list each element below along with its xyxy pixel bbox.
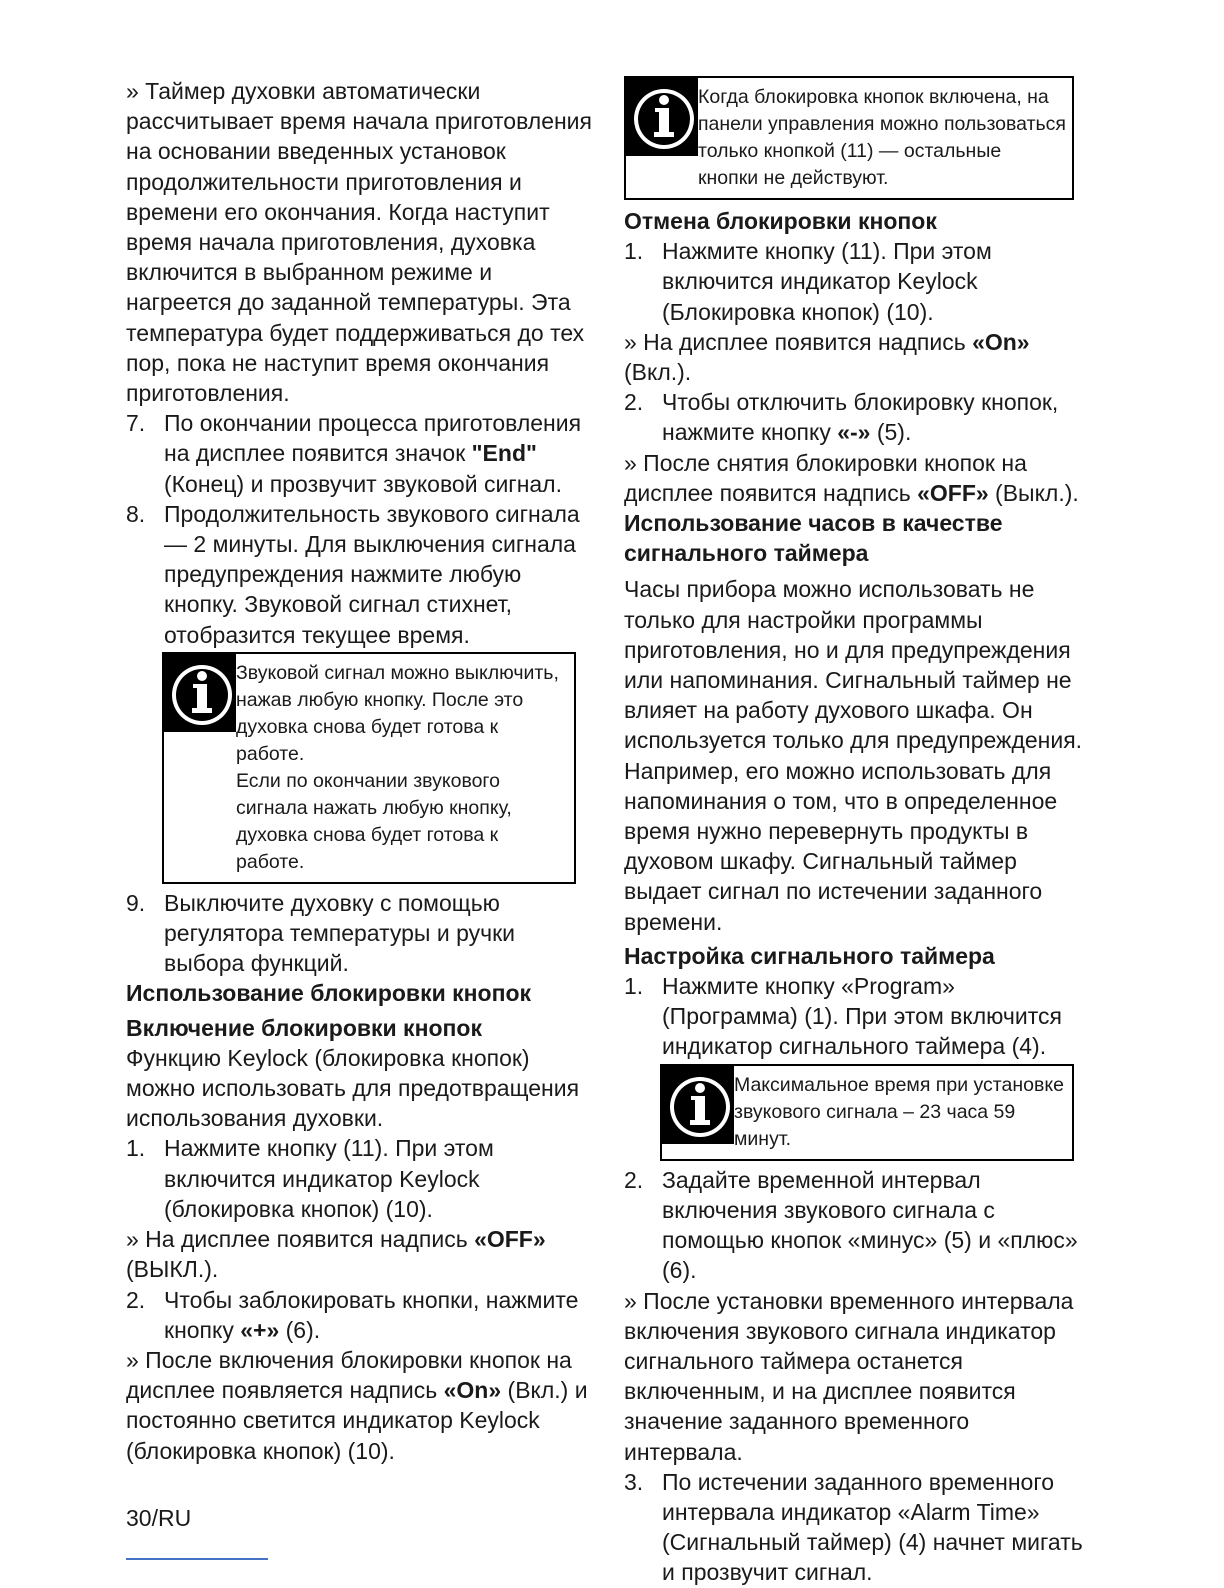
info-icon bbox=[164, 654, 236, 732]
list-number: 7. bbox=[126, 410, 146, 437]
list-number: 1. bbox=[624, 238, 644, 265]
right-column bbox=[624, 76, 1094, 1588]
info-note-sound bbox=[162, 652, 576, 884]
note-text-1: Звуковой сигнал можно выключить, нажав любую кнопку. После это духовка снова будет готова к работе. bbox=[236, 661, 559, 765]
left-column bbox=[126, 76, 592, 1466]
paragraph-alarm-timer: Часы прибора можно использовать не только для настройки программы приготовления, но и для предупреждения или напоминания. Сигнальный таймер не влияет на работу духового шкафа. Он используется только для предупреждения. Например, его можно использовать для напоминания о том, что в определенное время нужно перевернуть продукты в духовом шкафу. Сигнальный таймер выдает сигнал по истечении заданного времени. bbox=[624, 576, 1083, 935]
list-item-1: 1. Нажмите кнопку «Program» (Программа) (1). При этом включится индикатор сигнального таймера (4). bbox=[624, 973, 1062, 1060]
list-number: 2. bbox=[624, 389, 644, 416]
list-number: 1. bbox=[624, 973, 644, 1000]
note-text: Максимальное время при установке звукового сигнала – 23 часа 59 минут. bbox=[734, 1073, 1064, 1150]
list-number: 3. bbox=[624, 1468, 644, 1495]
paragraph-display-off: » После снятия блокировки кнопок на дисплее появится надпись «OFF» (Выкл.). bbox=[624, 449, 1079, 506]
info-note-max-time bbox=[660, 1064, 1074, 1161]
heading-keylock-usage: Использование блокировки кнопок bbox=[126, 980, 532, 1007]
list-number: 2. bbox=[126, 1286, 146, 1313]
heading-alarm-setup: Настройка сигнального таймера bbox=[624, 942, 995, 969]
paragraph-display-off: » На дисплее появится надпись «OFF» (ВЫКЛ.). bbox=[126, 1226, 546, 1283]
paragraph-timer-auto: » Таймер духовки автоматически рассчитывает время начала приготовления на основании введенных установок продолжительности приготовления и времени его окончания. Когда наступит время начала приготовления, духовка включится в выбранном режиме и нагреется до заданной температуры. Эта температура будет поддерживаться до тех пор, пока не наступит время окончания приготовления. bbox=[126, 78, 592, 407]
heading-alarm-timer: Использование часов в качестве сигнального таймера bbox=[624, 510, 1003, 567]
list-item-1: 1. Нажмите кнопку (11). При этом включится индикатор Keylock (блокировка кнопок) (10). bbox=[126, 1135, 494, 1222]
list-number: 9. bbox=[126, 889, 146, 916]
list-number: 2. bbox=[624, 1166, 644, 1193]
list-item-8: 8. Продолжительность звукового сигнала — 2 минуты. Для выключения сигнала предупреждения нажмите любую кнопку. Звуковой сигнал стихнет, отобразится текущее время. bbox=[126, 500, 580, 648]
list-item-1: 1. Нажмите кнопку (11). При этом включится индикатор Keylock (Блокировка кнопок) (10). bbox=[624, 238, 992, 325]
heading-keylock-enable: Включение блокировки кнопок bbox=[126, 1014, 482, 1041]
heading-keylock-cancel: Отмена блокировки кнопок bbox=[624, 208, 937, 234]
info-note-keylock bbox=[624, 76, 1074, 200]
info-icon bbox=[662, 1066, 734, 1144]
list-number: 1. bbox=[126, 1135, 146, 1162]
list-number: 8. bbox=[126, 500, 146, 527]
paragraph-display-on: » После включения блокировки кнопок на дисплее появляется надпись «On» (Вкл.) и постоянно светится индикатор Keylock (блокировка кнопок) (10). bbox=[126, 1346, 588, 1464]
list-item-2: 2. Чтобы отключить блокировку кнопок, нажмите кнопку «-» (5). bbox=[624, 389, 1059, 446]
note-text: Когда блокировка кнопок включена, на панели управления можно пользоваться только кнопкой (11) — остальные кнопки не действуют. bbox=[698, 86, 1066, 189]
list-item-2: 2. Задайте временной интервал включения звукового сигнала с помощью кнопок «минус» (5) и «плюс» (6). bbox=[624, 1166, 1078, 1284]
list-item-9: 9. Выключите духовку с помощью регулятора температуры и ручки выбора функций. bbox=[126, 889, 515, 977]
list-item-3: 3. По истечении заданного временного интервала индикатор «Alarm Time» (Сигнальный таймер) (4) начнет мигать и прозвучит сигнал. bbox=[624, 1468, 1083, 1586]
paragraph-display-on: » На дисплее появится надпись «On» (Вкл.). bbox=[624, 328, 1030, 386]
list-item-2: 2. Чтобы заблокировать кнопки, нажмите кнопку «+» (6). bbox=[126, 1286, 579, 1343]
list-item-7: 7. По окончании процесса приготовления на дисплее появится значок "End" (Конец) и прозвучит звуковой сигнал. bbox=[126, 410, 582, 497]
info-icon bbox=[626, 78, 698, 156]
paragraph-keylock: Функцию Keylock (блокировка кнопок) можно использовать для предотвращения использования духовки. bbox=[126, 1044, 580, 1132]
paragraph-alarm-set: » После установки временного интервала включения звукового сигнала индикатор сигнального таймера останется включенным, и на дисплее появится значение заданного временного интервала. bbox=[624, 1287, 1074, 1465]
footer-rule bbox=[126, 1558, 268, 1560]
page-number: 30/RU bbox=[126, 1505, 192, 1531]
note-text-2: Если по окончании звукового сигнала нажать любую кнопку, духовка снова будет готова к работе. bbox=[236, 769, 512, 873]
